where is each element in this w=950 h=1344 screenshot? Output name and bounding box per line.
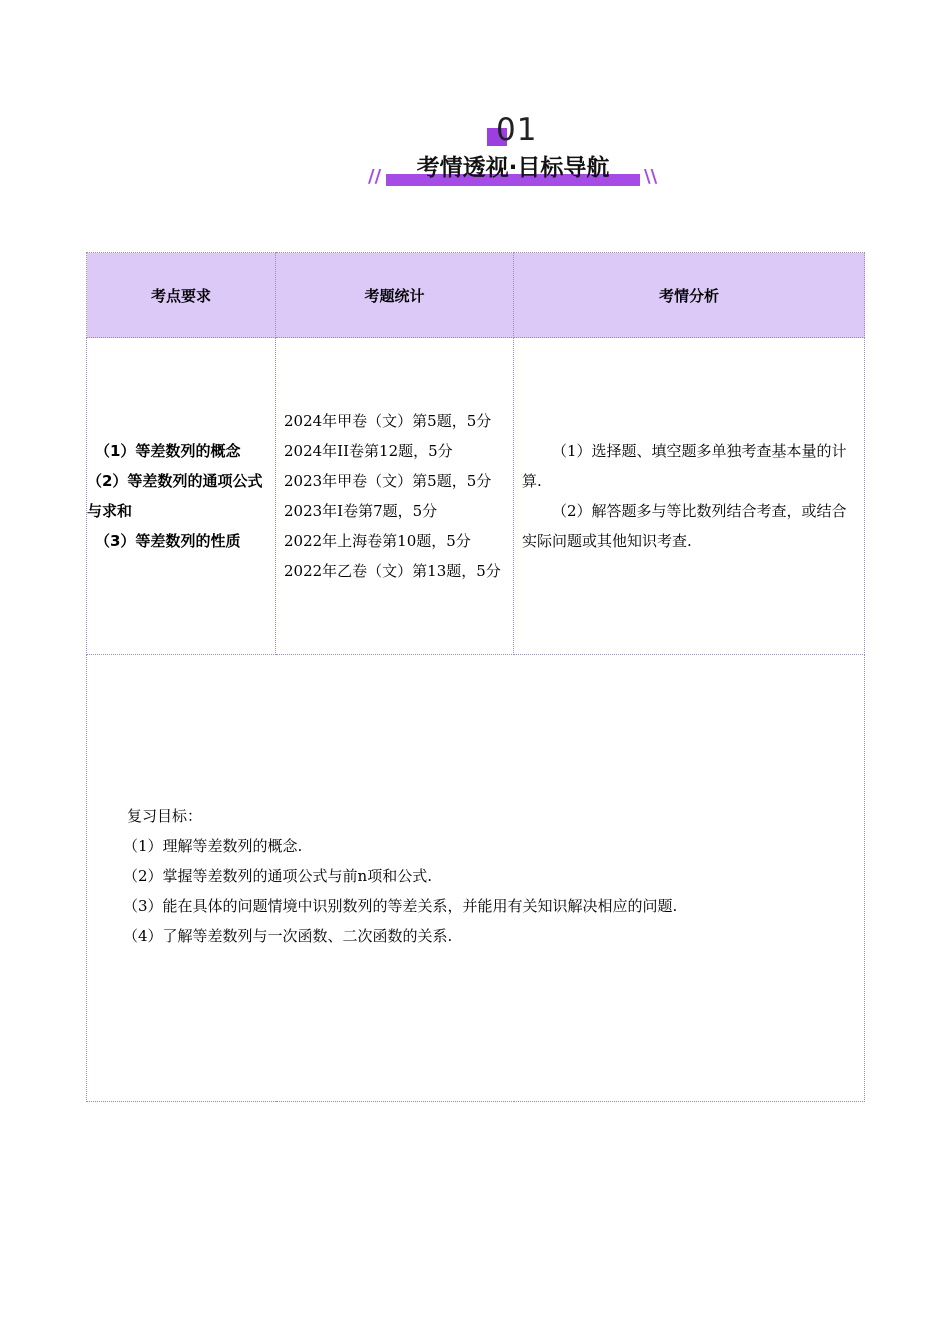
- exam-analysis-table: [86, 252, 864, 1102]
- section-title: 考情透视·目标导航: [416, 155, 610, 181]
- stat-item: 2022年乙卷（文）第13题，5分: [284, 562, 501, 580]
- stat-item: 2022年上海卷第10题，5分: [284, 532, 471, 550]
- header-statistics: 考题统计: [276, 253, 514, 338]
- goals-row: [87, 655, 865, 1102]
- requirement-item: （1）等差数列的概念: [95, 442, 241, 460]
- stat-item: 2024年甲卷（文）第5题，5分: [284, 412, 492, 430]
- stat-item: 2024年II卷第12题，5分: [284, 442, 453, 460]
- requirement-item: （2）等差数列的通项公式与求和: [87, 472, 263, 520]
- table-body-row: [87, 338, 865, 655]
- table-header-row: [87, 253, 865, 338]
- goal-item: （2）掌握等差数列的通项公式与前n项和公式.: [123, 867, 432, 885]
- analysis-paragraph: （1）选择题、填空题多单独考查基本量的计算.: [522, 442, 847, 490]
- goal-item: （1）理解等差数列的概念.: [123, 837, 303, 855]
- requirement-item: （3）等差数列的性质: [95, 532, 241, 550]
- title-deco-left: //: [368, 166, 382, 187]
- header-analysis: 考情分析: [514, 253, 865, 338]
- stat-item: 2023年I卷第7题，5分: [284, 502, 438, 520]
- title-deco-right: \\: [644, 166, 658, 187]
- goal-item: （4）了解等差数列与一次函数、二次函数的关系.: [123, 927, 453, 945]
- analysis-cell: [514, 338, 865, 655]
- statistics-cell: [276, 338, 514, 655]
- section-number: 01: [496, 112, 538, 148]
- analysis-paragraph: （2）解答题多与等比数列结合考查，或结合实际问题或其他知识考查.: [522, 502, 847, 550]
- header-requirements: 考点要求: [87, 253, 276, 338]
- requirements-cell: [87, 338, 276, 655]
- stat-item: 2023年甲卷（文）第5题，5分: [284, 472, 492, 490]
- goals-cell: [87, 655, 865, 1102]
- goal-item: （3）能在具体的问题情境中识别数列的等差关系，并能用有关知识解决相应的问题.: [123, 897, 678, 915]
- goals-heading: 复习目标：: [127, 807, 203, 825]
